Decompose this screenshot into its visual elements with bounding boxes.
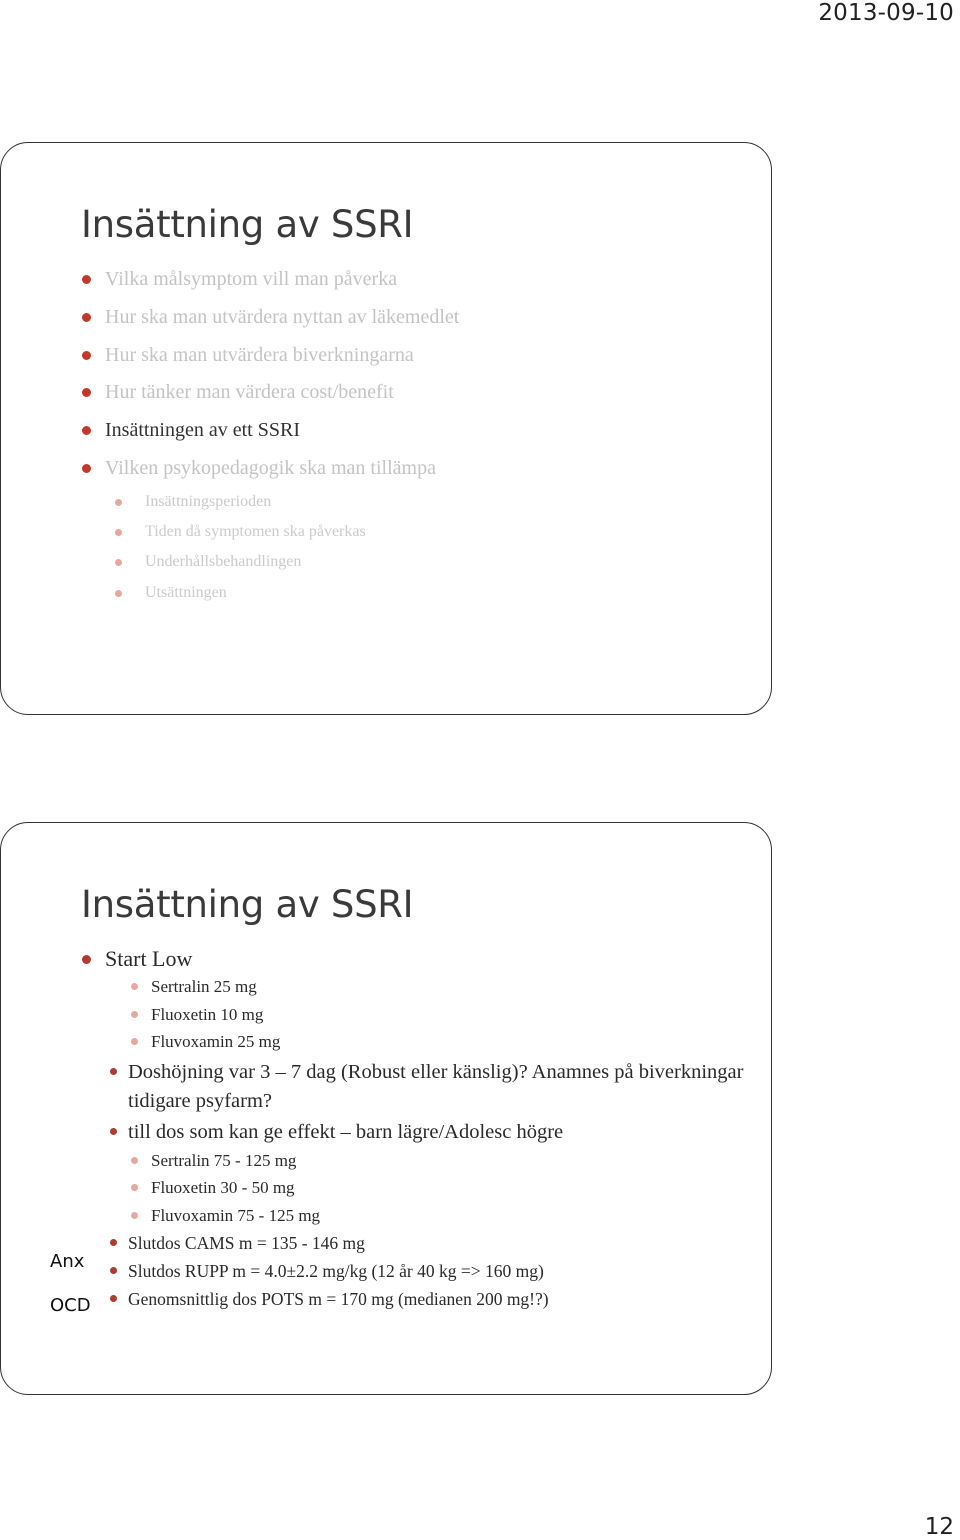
sub-bullet-dot-icon <box>131 1212 138 1219</box>
sub-bullet-dot-icon <box>131 1157 138 1164</box>
list-item <box>82 302 742 340</box>
list-item-text: Doshöjning var 3 – 7 dag (Robust eller känslig)? Anamnes på biverkningar tidigare psyfarm? <box>128 1060 744 1112</box>
list-item-text: Start Low <box>105 946 193 971</box>
bullet-dot-icon <box>110 1128 117 1135</box>
slide-1-title: Insättning av SSRI <box>81 203 414 246</box>
sub-list-item <box>82 551 742 581</box>
list-item-text: Sertralin 75 - 125 mg <box>151 1150 297 1170</box>
sub-bullet-dot-icon <box>115 590 122 597</box>
list-item-text: Fluvoxamin 25 mg <box>151 1032 281 1051</box>
list-item-text: Hur tänker man värdera cost/benefit <box>105 381 394 404</box>
bullet-dot-icon <box>82 426 91 435</box>
sub-list-item <box>82 582 742 612</box>
list-item-text: Fluvoxamin 75 - 125 mg <box>151 1205 321 1225</box>
list-item-text: Tiden då symptomen ska påverkas <box>145 523 366 541</box>
list-item-text: Insättningsperioden <box>145 492 272 510</box>
bullet-dot-icon <box>82 388 91 397</box>
sub-bullet-dot-icon <box>115 559 122 566</box>
slide-1-bullet-list <box>82 264 742 612</box>
list-item <box>82 944 762 975</box>
sub-bullet-dot-icon <box>131 1011 138 1018</box>
list-item-text: Sertralin 25 mg <box>151 977 257 996</box>
list-item-text: Insättningen av ett SSRI <box>105 419 300 442</box>
list-item <box>82 264 742 302</box>
bullet-dot-icon <box>82 313 91 322</box>
sub-list-item <box>82 1030 762 1058</box>
list-item-text: Slutdos CAMS m = 135 - 146 mg <box>128 1233 365 1253</box>
sub-list-item <box>82 975 762 1003</box>
list-item <box>82 1259 762 1287</box>
list-item-text: Hur ska man utvärdera biverkningarna <box>105 343 414 366</box>
list-item-text: Hur ska man utvärdera nyttan av läkemedlet <box>105 305 460 328</box>
list-item <box>82 340 742 378</box>
sub-list-item <box>82 1176 762 1204</box>
list-item-active <box>82 415 742 453</box>
list-item <box>82 1118 762 1149</box>
list-item-text: till dos som kan ge effekt – barn lägre/Adolesc högre <box>128 1120 564 1143</box>
page-number: 12 <box>924 1514 954 1540</box>
bullet-dot-icon <box>82 275 91 284</box>
list-item <box>82 1231 762 1259</box>
side-label-anx: Anx <box>50 1251 85 1272</box>
sub-bullet-dot-icon <box>115 529 122 536</box>
slide-2-bullet-list <box>82 944 762 1315</box>
list-item <box>82 377 742 415</box>
slide-2-title: Insättning av SSRI <box>81 883 414 926</box>
list-item-text: Genomsnittlig dos POTS m = 170 mg (medianen 200 mg!?) <box>128 1289 549 1309</box>
list-item-text: Slutdos RUPP m = 4.0±2.2 mg/kg (12 år 40 kg => 160 mg) <box>128 1261 544 1281</box>
sub-bullet-dot-icon <box>131 983 138 990</box>
list-item-text: Vilken psykopedagogik ska man tillämpa <box>105 456 436 479</box>
sub-list-item <box>82 1149 762 1177</box>
sub-list-item <box>82 1003 762 1031</box>
list-item <box>82 453 742 491</box>
list-item-text: Vilka målsymptom vill man påverka <box>105 268 398 290</box>
list-item <box>82 1287 762 1315</box>
bullet-dot-icon <box>110 1068 117 1075</box>
sub-list-item <box>82 521 742 551</box>
bullet-dot-icon <box>110 1267 117 1274</box>
list-item-text: Utsättningen <box>145 583 227 601</box>
list-item-text: Fluoxetin 10 mg <box>151 1004 264 1024</box>
bullet-dot-icon <box>82 464 91 473</box>
list-item-text: Underhållsbehandlingen <box>145 553 302 571</box>
bullet-dot-icon <box>110 1239 117 1246</box>
sub-bullet-dot-icon <box>115 499 122 506</box>
list-item-text: Fluoxetin 30 - 50 mg <box>151 1178 295 1197</box>
bullet-dot-icon <box>110 1295 117 1302</box>
page-date: 2013-09-10 <box>818 0 954 26</box>
sub-bullet-dot-icon <box>131 1038 138 1045</box>
side-label-ocd: OCD <box>50 1295 91 1316</box>
list-item <box>82 1058 748 1118</box>
sub-bullet-dot-icon <box>131 1184 138 1191</box>
bullet-dot-icon <box>82 351 91 360</box>
bullet-dot-icon <box>82 955 91 964</box>
sub-list-item <box>82 491 742 521</box>
sub-list-item <box>82 1204 762 1232</box>
